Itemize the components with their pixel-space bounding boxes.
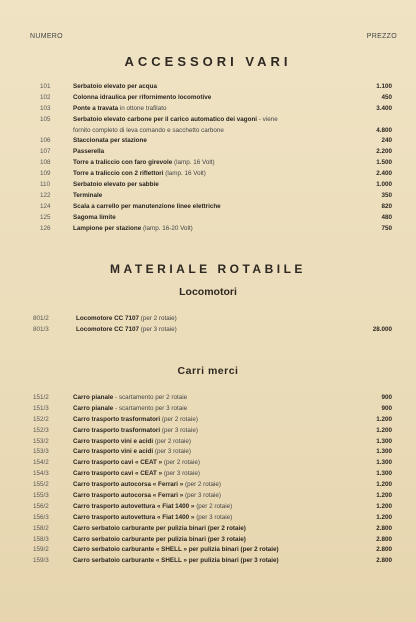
item-description	[73, 545, 279, 556]
item-code: 105	[40, 115, 51, 123]
item-code: 110	[40, 181, 51, 189]
item-name: Carro trasporto cavi « CEAT »	[73, 459, 163, 467]
list-item	[0, 104, 416, 115]
item-description	[73, 169, 206, 180]
list-item	[0, 180, 416, 191]
item-name: Torre a traliccio con 2 riflettori	[73, 170, 164, 178]
list-item	[0, 325, 416, 336]
item-detail: (per 2 rotaie)	[154, 437, 191, 445]
item-detail: (per 2 rotaie)	[196, 502, 233, 510]
item-detail: (per 2 rotaie)	[163, 459, 200, 467]
item-price: 1.500	[376, 159, 392, 167]
list-item	[0, 169, 416, 180]
item-name: Ponte a travata	[73, 104, 119, 112]
item-name: Torre a traliccio con faro girevole	[73, 159, 173, 167]
item-name: Sagoma limite	[73, 213, 116, 221]
item-description	[73, 491, 221, 502]
accessori-list	[0, 82, 416, 234]
item-description	[73, 426, 198, 437]
item-name: Carro trasporto trasformatori	[73, 426, 161, 434]
section-title-accessori: ACCESSORI VARI	[124, 54, 292, 69]
item-description	[73, 202, 221, 213]
item-price: 480	[381, 213, 392, 221]
item-price: 2.800	[376, 557, 392, 565]
item-description	[73, 115, 278, 126]
item-code: 155/3	[33, 492, 49, 500]
item-price: 2.800	[376, 524, 392, 532]
item-code: 156/3	[33, 513, 49, 521]
item-code: 125	[40, 213, 51, 221]
item-code: 155/2	[33, 481, 49, 489]
item-description	[73, 513, 232, 524]
list-item	[0, 491, 416, 502]
list-item	[0, 524, 416, 535]
list-item	[0, 513, 416, 524]
item-detail: - viene	[258, 115, 278, 123]
list-item	[0, 147, 416, 158]
item-price: 3.400	[376, 104, 392, 112]
item-description	[73, 458, 200, 469]
item-name: Lampione per stazione	[73, 224, 142, 232]
item-price: 2.200	[376, 148, 392, 156]
carri-list	[0, 393, 416, 567]
item-code: 107	[40, 148, 51, 156]
subsection-title-carri: Carri merci	[177, 365, 239, 377]
item-name: Locomotore CC 7107	[76, 325, 139, 333]
item-price: 240	[381, 137, 392, 145]
item-description	[73, 224, 193, 235]
item-name: Carro trasporto cavi « CEAT »	[73, 470, 163, 478]
item-price: 1.200	[376, 492, 392, 500]
item-code: 108	[40, 159, 51, 167]
item-name: Carro serbatoio carburante per pulizia binari (per 3 rotaie)	[73, 535, 246, 543]
item-name: Carro trasporto autovettura « Fiat 1400 »	[73, 502, 195, 510]
item-detail: (per 3 rotaie)	[161, 426, 198, 434]
item-name: Passerella	[73, 148, 105, 156]
item-detail: (per 3 rotaie)	[184, 492, 222, 500]
list-item	[0, 115, 416, 126]
item-detail: - scartamento per 2 rotaie	[115, 394, 188, 401]
list-item	[0, 545, 416, 556]
item-price: 2.800	[376, 535, 392, 543]
item-code: 801/3	[33, 325, 49, 333]
item-code: 153/2	[33, 437, 49, 445]
list-item	[0, 415, 416, 426]
item-description	[73, 524, 246, 535]
item-description	[73, 556, 279, 567]
list-item	[0, 447, 416, 458]
item-code: 801/2	[33, 315, 49, 322]
list-item	[0, 480, 416, 491]
item-name: Serbatoio elevato per sabbie	[73, 181, 159, 189]
item-price: 350	[381, 191, 392, 199]
item-description	[73, 502, 232, 513]
item-price: 1.200	[376, 481, 392, 489]
item-code: 158/3	[33, 535, 49, 543]
list-item	[0, 469, 416, 480]
item-price: 1.200	[376, 513, 392, 521]
item-name: Carro trasporto trasformatori	[73, 415, 161, 423]
item-price: 1.300	[376, 437, 392, 445]
item-name: Carro serbatoio carburante « SHELL » per pulizia binari (per 2 rotaie)	[73, 546, 279, 554]
item-description	[73, 447, 191, 458]
item-code: 156/2	[33, 502, 49, 510]
list-item	[0, 126, 416, 137]
item-name: Carro trasporto autocorsa « Ferrari »	[73, 492, 184, 500]
item-description	[73, 93, 211, 104]
list-item	[0, 191, 416, 202]
item-code: 109	[40, 170, 51, 178]
item-description	[73, 404, 187, 415]
item-code: 159/2	[33, 546, 49, 554]
item-price: 1.000	[376, 181, 392, 189]
item-code: 158/2	[33, 524, 49, 532]
item-description	[76, 325, 177, 336]
item-code: 153/3	[33, 448, 49, 456]
list-item	[0, 158, 416, 169]
item-name: Carro pianale	[73, 404, 114, 412]
item-description	[73, 415, 198, 426]
item-price: 820	[381, 202, 392, 210]
item-description	[73, 82, 157, 93]
item-code: 102	[40, 93, 51, 101]
item-price: 1.300	[376, 459, 392, 467]
item-detail: in ottone trafilato	[119, 104, 167, 112]
list-item	[0, 93, 416, 104]
item-description	[73, 469, 200, 480]
item-name: Staccionata per stazione	[73, 137, 147, 145]
item-price: 1.300	[376, 448, 392, 456]
list-item	[0, 404, 416, 415]
list-item	[0, 502, 416, 513]
item-description	[73, 136, 147, 147]
item-name: Scala a carrello per manutenzione linee elettriche	[73, 202, 221, 210]
item-name: Carro trasporto vini e acidi	[73, 437, 154, 445]
item-price: 4.800	[376, 126, 392, 134]
list-item	[0, 556, 416, 567]
list-item	[0, 224, 416, 235]
item-detail: (per 3 rotaie)	[140, 325, 177, 333]
item-code: 154/3	[33, 470, 49, 478]
item-code: 152/2	[33, 415, 49, 423]
item-price: 1.200	[376, 415, 392, 423]
item-name: Serbatoio elevato carbone per il carico automatico dei vagoni	[73, 115, 258, 123]
item-price: 28.000	[372, 325, 392, 333]
list-item	[0, 136, 416, 147]
item-name: Carro serbatoio carburante « SHELL » per pulizia binari (per 3 rotaie)	[73, 557, 279, 565]
column-header-numero: NUMERO	[30, 33, 63, 40]
list-item	[0, 82, 416, 93]
item-code: 101	[40, 83, 51, 90]
item-price: 1.200	[376, 502, 392, 510]
item-name: Locomotore CC 7107	[76, 315, 139, 322]
item-name: Carro trasporto vini e acidi	[73, 448, 154, 456]
list-item	[0, 535, 416, 546]
list-item	[0, 426, 416, 437]
item-detail: (per 3 rotaie)	[196, 513, 233, 521]
item-detail: (per 3 rotaie)	[163, 470, 200, 478]
list-item	[0, 458, 416, 469]
item-price: 900	[381, 394, 392, 401]
subsection-title-locomotori: Locomotori	[179, 286, 237, 298]
item-code: 152/3	[33, 426, 49, 434]
item-detail: (per 2 rotaie)	[140, 315, 177, 322]
item-name: Carro pianale	[73, 394, 114, 401]
item-name: Carro trasporto autocorsa « Ferrari »	[73, 481, 184, 489]
item-price: 1.100	[376, 83, 392, 90]
item-code: 124	[40, 202, 51, 210]
item-detail: - scartamento per 3 rotaie	[115, 404, 188, 412]
item-price: 1.200	[376, 426, 392, 434]
item-detail: (lamp. 16-20 Volt)	[142, 224, 193, 232]
item-price: 2.800	[376, 546, 392, 554]
item-price: 450	[381, 93, 392, 101]
item-name: Colonna idraulica per rifornimento locomotive	[73, 93, 212, 101]
column-header-prezzo: PREZZO	[366, 33, 397, 40]
item-description	[73, 180, 159, 191]
item-code: 106	[40, 137, 51, 145]
item-description	[73, 437, 191, 448]
item-description	[73, 104, 166, 115]
item-code: 151/3	[33, 404, 49, 412]
locomotori-list	[0, 314, 416, 336]
item-description	[73, 158, 215, 169]
item-detail: (per 2 rotaie)	[184, 481, 222, 489]
item-description	[73, 126, 224, 137]
item-name: Carro serbatoio carburante per pulizia binari (per 2 rotaie)	[73, 524, 246, 532]
item-description	[73, 393, 187, 404]
list-item	[0, 202, 416, 213]
item-description	[73, 535, 246, 546]
item-price: 1.300	[376, 470, 392, 478]
list-item	[0, 213, 416, 224]
item-code: 151/2	[33, 394, 49, 401]
item-detail: fornito completo di leva comando e sacchetto carbone	[73, 126, 224, 134]
item-detail: (lamp. 16 Volt)	[165, 170, 206, 178]
item-description	[73, 191, 102, 202]
section-title-materiale: MATERIALE ROTABILE	[110, 262, 306, 276]
item-description	[73, 147, 104, 158]
item-name: Terminale	[73, 191, 103, 199]
list-item	[0, 314, 416, 325]
item-description	[73, 213, 116, 224]
item-price: 750	[381, 224, 392, 232]
item-code: 159/3	[33, 557, 49, 565]
item-price: 900	[381, 404, 392, 412]
item-detail: (per 3 rotaie)	[154, 448, 191, 456]
list-item	[0, 393, 416, 404]
item-code: 122	[40, 191, 51, 199]
item-name: Serbatoio elevato per acqua	[73, 83, 157, 90]
item-price: 2.400	[376, 170, 392, 178]
item-code: 103	[40, 104, 51, 112]
item-detail: (lamp. 16 Volt)	[174, 159, 215, 167]
item-description	[76, 314, 177, 325]
item-detail: (per 2 rotaie)	[161, 415, 198, 423]
item-code: 126	[40, 224, 51, 232]
item-description	[73, 480, 221, 491]
list-item	[0, 437, 416, 448]
item-name: Carro trasporto autovettura « Fiat 1400 »	[73, 513, 195, 521]
item-code: 154/2	[33, 459, 49, 467]
